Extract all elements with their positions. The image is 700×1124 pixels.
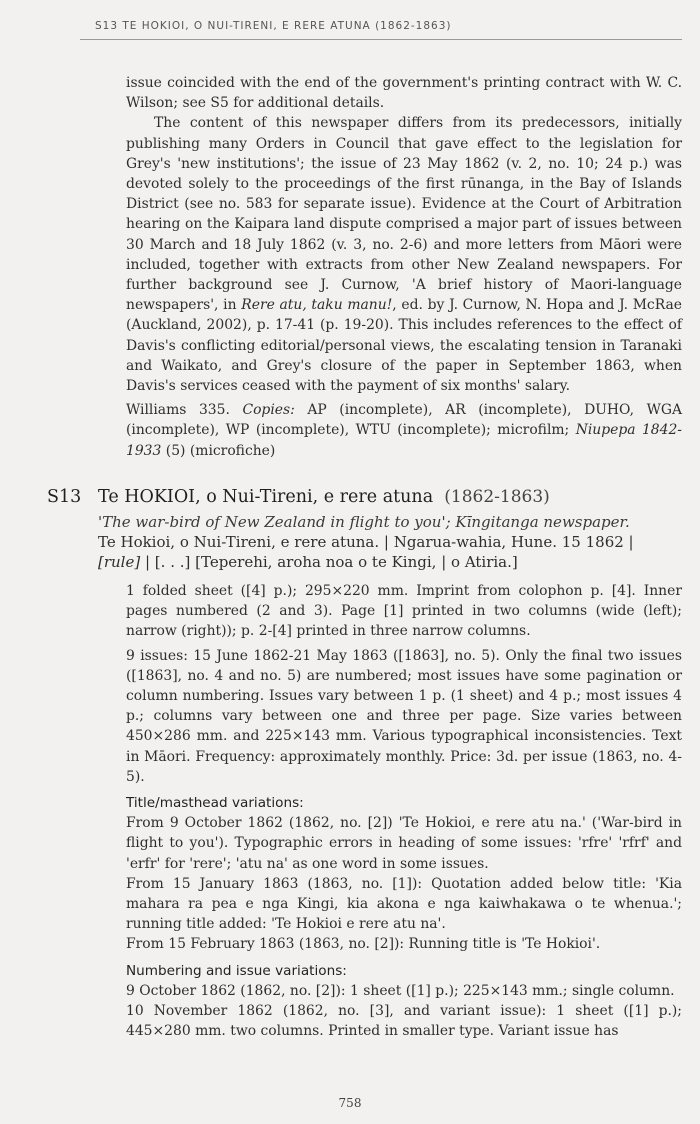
title-transcription — [98, 532, 682, 572]
paragraph: issue coincided with the end of the government's printing contract with W. C. Wilson; see S5 for additional details. — [126, 75, 682, 112]
entry-body — [126, 581, 682, 1041]
running-head: S13 TE HOKIOI, O NUI-TIRENI, E RERE ATUNA (1862-1863) — [95, 20, 452, 32]
numbering-variation: 10 November 1862 (1862, no. [3], and variant issue): 1 sheet ([1] p.); 445×280 mm. two columns. Printed in smaller type. Variant issue has — [126, 1003, 682, 1040]
issues-note: 9 issues: 15 June 1862-21 May 1863 ([1863], no. 5). Only the final two issues ([1863], no. 4 and no. 5) are numbered; most issues have some pagination or column numbering. Issues vary between 1 p. (1 sheet) and 4 p.; most issues 4 p.; columns vary between one and three per page. Size varies between 450×286 mm. and 225×143 mm. Various typographical inconsistencies. Text in Māori. Frequency: approximately monthly. Price: 3d. per issue (1863, no. 4-5). — [126, 647, 682, 785]
rule-marker: [rule] — [98, 553, 141, 572]
text-run: The content of this newspaper differs from its predecessors, initially publishing many Orders in Council that gave effect to the legislation for Grey's 'new institutions'; the issue of 23 May 1862 (v. 2, no. 10; 24 p.) was devoted solely to the proceedings of the first rūnanga, in the Bay of Islands District (see no. 583 for separate issue). Evidence at the Court of Arbitration hearing on the Kaipara land dispute comprised a major part of issues between 30 March and 18 July 1862 (v. 3, no. 2-6) and more letters from Māori were included, together with extracts from other New Zealand newspapers. For further background see J. Curnow, 'A brief history of Maori-language newspapers', in — [126, 115, 682, 314]
previous-entry-text — [126, 73, 682, 461]
copies-label: Copies: — [242, 402, 295, 419]
page-number: 758 — [338, 1096, 362, 1110]
paragraph — [126, 400, 682, 461]
numbering-variation: 9 October 1862 (1862, no. [2]): 1 sheet ([1] p.); 225×143 mm.; single column. — [126, 982, 675, 999]
physical-description: 1 folded sheet ([4] p.); 295×220 mm. Imprint from colophon p. [4]. Inner pages numbered (2 and 3). Page [1] printed in two columns (wide (left); narrow (right)); p. 2-[4] printed in three narrow columns. — [126, 583, 682, 640]
title-variation: From 9 October 1862 (1862, no. [2]) 'Te Hokioi, e rere atu na.' ('War-bird in flight to you'). Typographic errors in heading of some issues: 'rfre' 'rfrf' and 'erfr' for 'rere'; 'atu na' as one word in some issues. — [126, 815, 682, 872]
text-run: , ed. by J. Curnow, N. Hopa and J. McRae (Auckland, 2002), p. 17-41 (p. 19-20). This includes references to the effect of Davis's conflicting editorial/personal views, the escalating tension in Taranaki and Waikato, and Grey's closure of the paper in September 1863, when Davis's services ceased with the payment of six months' salary. — [126, 297, 682, 395]
entry-number: S13 — [47, 487, 82, 507]
entry-dates: (1862-1863) — [444, 487, 550, 507]
numbering-variations-heading: Numbering and issue variations: — [126, 962, 347, 979]
book-title: Rere atu, taku manu! — [241, 297, 393, 314]
text-run: AP (incomplete), AR (incomplete), DUHO, WGA (incomplete), WP (incomplete), WTU (incomplete); microfilm; — [126, 402, 682, 439]
entry-subtitle: 'The war-bird of New Zealand in flight to you'; Kīngitanga newspaper. — [98, 513, 630, 531]
header-rule — [80, 39, 682, 40]
title-variations-heading: Title/masthead variations: — [126, 795, 304, 812]
text-run: (5) (microfiche) — [161, 442, 276, 459]
paragraph — [126, 113, 682, 396]
title-variation: From 15 January 1863 (1863, no. [1]): Quotation added below title: 'Kia mahara ra pea e nga Kingi, kia akona e nga kaiwhakawa o te whenua.'; running title added: 'Te Hokioi e rere atu na'. — [126, 875, 682, 933]
text-run: Williams 335. — [126, 402, 243, 419]
text-run: Te Hokioi, o Nui-Tireni, e rere atuna. | Ngarua-wahia, Hune. 15 1862 | — [98, 533, 634, 552]
entry-heading — [47, 486, 687, 508]
entry-subheading — [98, 512, 682, 573]
entry-title: Te HOKIOI, o Nui-Tireni, e rere atuna — [98, 487, 434, 507]
text-run: | [. . .] [Teperehi, aroha noa o te Kingi, | o Atiria.] — [140, 553, 518, 572]
microfiche-title: Niupepa 1842-1933 — [126, 422, 683, 459]
title-variation: From 15 February 1863 (1863, no. [2]): Running title is 'Te Hokioi'. — [126, 936, 601, 953]
